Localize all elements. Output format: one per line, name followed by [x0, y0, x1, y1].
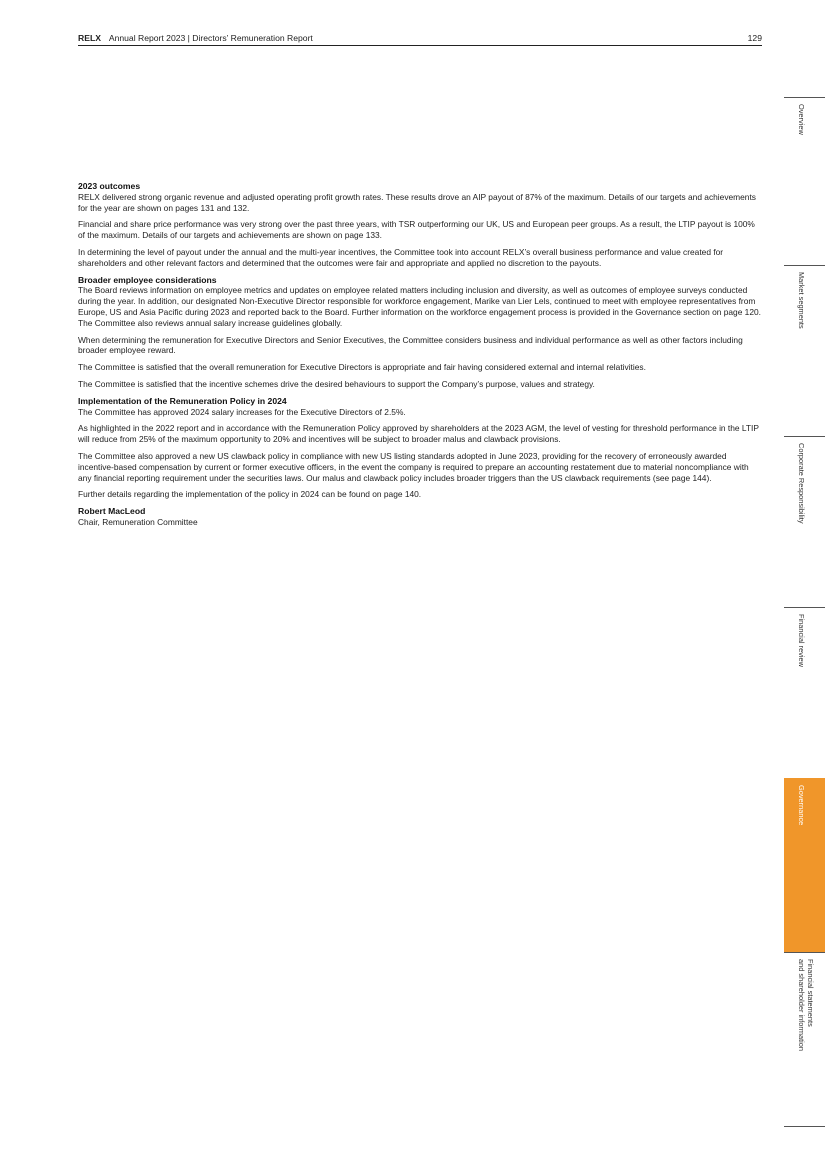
paragraph: As highlighted in the 2022 report and in accordance with the Remuneration Policy approved by shareholders at the 2023 AGM, the level of vesting for threshold performance in the LTIP will reduce from 25% of the maximum opportunity to 20% and incentives will be subject to broader malus and clawback provisions.	[78, 423, 759, 445]
tab-corporate-responsibility[interactable]	[784, 436, 825, 607]
paragraph: When determining the remuneration for Executive Directors and Senior Executives, the Committee considers business and individual performance as well as other factors including broader employee reward.	[78, 334, 743, 356]
tab-label: Market segments	[797, 272, 806, 329]
header-divider	[78, 45, 762, 46]
tab-label: Financial review	[797, 614, 806, 667]
paragraph: The Board reviews information on employee metrics and updates on employee related matters including inclusion and diversity, as well as outcomes of employee surveys conducted during the year. In addition, our designated Non-Executive Director responsible for workforce engagement, Marike van Lier Lels, continued to meet with employee representatives from Europe, US and Asia Pacific during 2023 and reported back to the Board. Further information on the workforce engagement process is provided in the Governance section on page 120. The Committee also reviews annual salary increase guidelines globally.	[78, 285, 761, 328]
section-heading-implementation: Implementation of the Remuneration Policy in 2024	[78, 395, 287, 406]
tab-label: Overview	[797, 104, 806, 135]
brand-name: RELX	[78, 33, 101, 43]
paragraph: Further details regarding the implementation of the policy in 2024 can be found on page 140.	[78, 489, 422, 500]
tabs-bottom-divider	[784, 1126, 825, 1127]
signatory-title: Chair, Remuneration Committee	[78, 516, 198, 527]
paragraph: The Committee also approved a new US clawback policy in compliance with new US listing standards adopted in June 2023, providing for the recovery of erroneously awarded incentive-based compensation by current or former executive officers, in the event the company is required to prepare an accounting restatement due to material noncompliance with any financial reporting requirement under the securities laws. Our malus and clawback policy includes broader triggers than the US clawback requirements (see page 144).	[78, 450, 749, 483]
tab-label: Financial statements and shareholder information	[797, 959, 815, 1052]
tab-governance[interactable]	[784, 778, 825, 952]
report-title: Annual Report 2023 | Directors’ Remuneration Report	[108, 33, 313, 43]
paragraph: In determining the level of payout under the annual and the multi-year incentives, the Committee took into account RELX’s overall business performance and value created for shareholders and other relevant factors and determined that the outcomes were fair and appropriate and applied no discretion to the payouts.	[78, 246, 724, 268]
page-header	[78, 31, 762, 45]
tab-label: Governance	[797, 785, 806, 826]
report-body	[78, 181, 764, 528]
paragraph: The Committee is satisfied that the incentive schemes drive the desired behaviours to support the Company’s purpose, values and strategy.	[78, 378, 595, 389]
section-heading-outcomes: 2023 outcomes	[78, 181, 141, 191]
section-heading-employee: Broader employee considerations	[78, 274, 217, 285]
paragraph: RELX delivered strong organic revenue and adjusted operating profit growth rates. These results drove an AIP payout of 87% of the maximum. Details of our targets and achievements for the year are shown on pages 131 and 132.	[78, 191, 756, 213]
signatory-name: Robert MacLeod	[78, 506, 146, 517]
paragraph: The Committee is satisfied that the overall remuneration for Executive Directors is appropriate and fair having considered external and internal relativities.	[78, 362, 646, 373]
tab-financial-statements[interactable]	[784, 952, 825, 1126]
tab-financial-review[interactable]	[784, 607, 825, 778]
paragraph: The Committee has approved 2024 salary increases for the Executive Directors of 2.5%.	[78, 406, 406, 417]
paragraph: Financial and share price performance was very strong over the past three years, with TSR outperforming our UK, US and European peer groups. As a result, the LTIP payout is 100% of the maximum. Details of our targets and achievements are shown on page 133.	[78, 219, 755, 241]
tab-market-segments[interactable]	[784, 265, 825, 436]
page-number: 129	[747, 33, 762, 43]
tab-overview[interactable]	[784, 97, 825, 265]
tab-label: Corporate Responsibility	[797, 443, 806, 524]
